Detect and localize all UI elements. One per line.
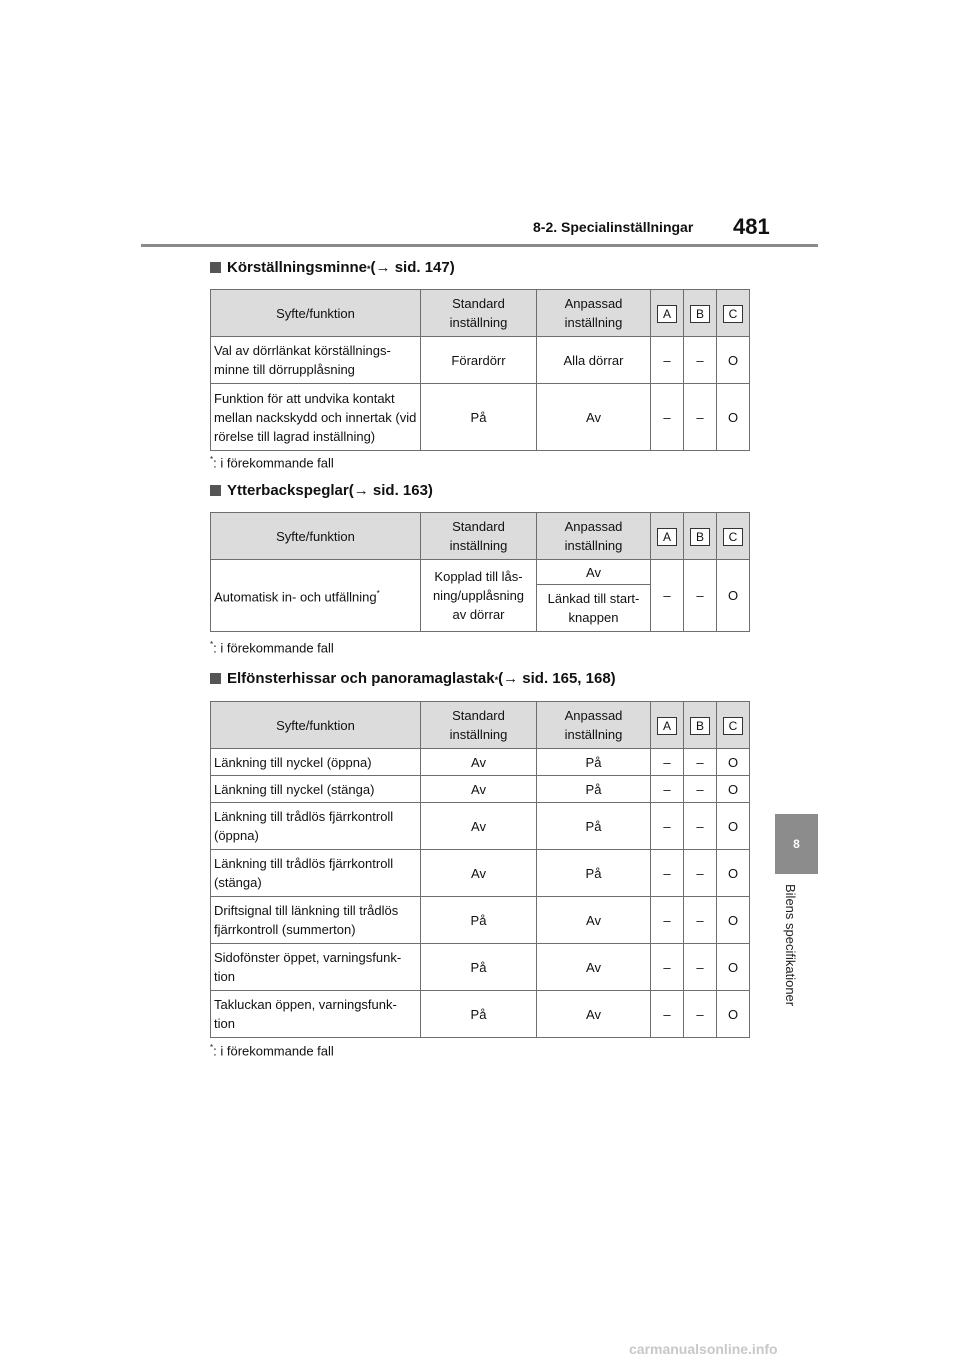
heading-title: Körställningsminne bbox=[227, 259, 368, 276]
function-text: Automatisk in- och utfällning bbox=[214, 589, 377, 605]
col-custom: Anpassad inställning bbox=[537, 290, 651, 337]
col-function: Syfte/funktion bbox=[211, 290, 421, 337]
cell-c: O bbox=[717, 749, 750, 776]
cell-c: O bbox=[717, 991, 750, 1038]
cell-custom: Av bbox=[537, 897, 651, 944]
table-row bbox=[211, 850, 750, 897]
table-header-row bbox=[211, 290, 750, 337]
cell-custom: På bbox=[537, 776, 651, 803]
settings-table bbox=[210, 512, 750, 632]
table-row bbox=[211, 337, 750, 384]
c-box: C bbox=[723, 305, 743, 323]
cell-a: – bbox=[651, 560, 684, 632]
cell-standard: Av bbox=[421, 803, 537, 850]
footnote bbox=[210, 1043, 334, 1058]
a-box: A bbox=[657, 305, 677, 323]
cell-b: – bbox=[684, 850, 717, 897]
header-divider bbox=[141, 244, 818, 247]
cell-c: O bbox=[717, 803, 750, 850]
cell-b: – bbox=[684, 991, 717, 1038]
cell-custom: Av bbox=[537, 384, 651, 451]
table-row bbox=[211, 944, 750, 991]
col-a bbox=[651, 702, 684, 749]
b-box: B bbox=[690, 305, 710, 323]
col-custom: Anpassad inställning bbox=[537, 513, 651, 560]
cell-function: Driftsignal till länkning till trådlös fjärrkontroll (summerton) bbox=[211, 897, 421, 944]
cell-c: O bbox=[717, 897, 750, 944]
cell-a: – bbox=[651, 897, 684, 944]
cell-b: – bbox=[684, 749, 717, 776]
cell-standard: Av bbox=[421, 776, 537, 803]
heading-title: Elfönsterhissar och panoramaglastak bbox=[227, 670, 495, 687]
col-c bbox=[717, 290, 750, 337]
cell-b: – bbox=[684, 337, 717, 384]
cell-custom: Alla dörrar bbox=[537, 337, 651, 384]
cell-b: – bbox=[684, 803, 717, 850]
footnote bbox=[210, 455, 334, 470]
table-row bbox=[211, 776, 750, 803]
cell-a: – bbox=[651, 337, 684, 384]
chapter-tab bbox=[775, 814, 818, 874]
col-c bbox=[717, 702, 750, 749]
a-box: A bbox=[657, 528, 677, 546]
cell-custom: På bbox=[537, 850, 651, 897]
col-b bbox=[684, 513, 717, 560]
cell-standard: Kopplad till lås-ning/upplåsning av dörrar bbox=[421, 560, 537, 632]
heading-reference: (→ sid. 147) bbox=[370, 259, 455, 276]
cell-standard: På bbox=[421, 384, 537, 451]
footnote-text: : i förekommande fall bbox=[213, 640, 334, 656]
cell-standard: Av bbox=[421, 850, 537, 897]
cell-function: Sidofönster öppet, varningsfunk-tion bbox=[211, 944, 421, 991]
col-function: Syfte/funktion bbox=[211, 513, 421, 560]
heading-reference: (→ sid. 165, 168) bbox=[498, 670, 616, 687]
table-header-row bbox=[211, 513, 750, 560]
cell-b: – bbox=[684, 384, 717, 451]
col-a bbox=[651, 290, 684, 337]
cell-function: Länkning till trådlös fjärrkontroll (stänga) bbox=[211, 850, 421, 897]
cell-function: Länkning till trådlös fjärrkontroll (öppna) bbox=[211, 803, 421, 850]
table-row bbox=[211, 384, 750, 451]
chapter-label: Bilens specifikationer bbox=[783, 884, 798, 1007]
cell-function: Funktion för att undvika kontakt mellan nackskydd och innertak (vid rörelse till lagrad inställning) bbox=[211, 384, 421, 451]
table-row bbox=[211, 749, 750, 776]
heading-reference: (→ sid. 163) bbox=[348, 482, 433, 499]
cell-custom: Av bbox=[537, 944, 651, 991]
cell-b: – bbox=[684, 560, 717, 632]
section-heading bbox=[210, 482, 750, 502]
square-bullet-icon bbox=[210, 673, 221, 684]
col-custom: Anpassad inställning bbox=[537, 702, 651, 749]
table-header-row bbox=[211, 702, 750, 749]
heading-title: Ytterbackspeglar bbox=[227, 482, 349, 499]
footnote bbox=[210, 640, 334, 655]
col-b bbox=[684, 702, 717, 749]
c-box: C bbox=[723, 717, 743, 735]
cell-standard: Förardörr bbox=[421, 337, 537, 384]
table-row bbox=[211, 560, 750, 585]
cell-a: – bbox=[651, 944, 684, 991]
table-row bbox=[211, 991, 750, 1038]
col-a bbox=[651, 513, 684, 560]
cell-c: O bbox=[717, 560, 750, 632]
cell-b: – bbox=[684, 944, 717, 991]
cell-c: O bbox=[717, 850, 750, 897]
table-row bbox=[211, 897, 750, 944]
cell-function: Länkning till nyckel (stänga) bbox=[211, 776, 421, 803]
section-title: 8-2. Specialinställningar bbox=[533, 219, 694, 235]
page-number: 481 bbox=[733, 214, 770, 239]
section-exterior-mirrors bbox=[210, 482, 750, 632]
c-box: C bbox=[723, 528, 743, 546]
cell-function: Val av dörrlänkat körställnings-minne till dörrupplåsning bbox=[211, 337, 421, 384]
col-function: Syfte/funktion bbox=[211, 702, 421, 749]
cell-standard: På bbox=[421, 897, 537, 944]
footnote-text: : i förekommande fall bbox=[213, 455, 334, 471]
cell-b: – bbox=[684, 776, 717, 803]
cell-custom: På bbox=[537, 749, 651, 776]
cell-custom-option: Av bbox=[537, 560, 651, 585]
b-box: B bbox=[690, 528, 710, 546]
square-bullet-icon bbox=[210, 485, 221, 496]
cell-c: O bbox=[717, 384, 750, 451]
section-heading bbox=[210, 670, 750, 690]
cell-custom: Av bbox=[537, 991, 651, 1038]
footnote-asterisk: * bbox=[210, 1043, 214, 1052]
cell-c: O bbox=[717, 337, 750, 384]
table-row bbox=[211, 803, 750, 850]
function-asterisk: * bbox=[376, 589, 380, 599]
cell-a: – bbox=[651, 776, 684, 803]
watermark: carmanualsonline.info bbox=[629, 1341, 778, 1357]
cell-c: O bbox=[717, 944, 750, 991]
cell-function: Takluckan öppen, varningsfunk-tion bbox=[211, 991, 421, 1038]
settings-table bbox=[210, 289, 750, 451]
cell-standard: Av bbox=[421, 749, 537, 776]
heading-asterisk: * bbox=[494, 675, 499, 685]
section-heading bbox=[210, 259, 750, 279]
cell-a: – bbox=[651, 991, 684, 1038]
section-driving-position-memory bbox=[210, 259, 750, 451]
footnote-asterisk: * bbox=[210, 455, 214, 464]
cell-standard: På bbox=[421, 944, 537, 991]
cell-a: – bbox=[651, 803, 684, 850]
cell-c: O bbox=[717, 776, 750, 803]
footnote-text: : i förekommande fall bbox=[213, 1043, 334, 1059]
cell-standard: På bbox=[421, 991, 537, 1038]
cell-custom: På bbox=[537, 803, 651, 850]
cell-function: Länkning till nyckel (öppna) bbox=[211, 749, 421, 776]
square-bullet-icon bbox=[210, 262, 221, 273]
cell-a: – bbox=[651, 749, 684, 776]
col-standard: Standard inställning bbox=[421, 290, 537, 337]
col-b bbox=[684, 290, 717, 337]
cell-a: – bbox=[651, 384, 684, 451]
a-box: A bbox=[657, 717, 677, 735]
footnote-asterisk: * bbox=[210, 640, 214, 649]
cell-custom-option: Länkad till start-knappen bbox=[537, 585, 651, 632]
cell-b: – bbox=[684, 897, 717, 944]
cell-function bbox=[211, 560, 421, 632]
settings-table bbox=[210, 701, 750, 1038]
heading-asterisk: * bbox=[367, 264, 371, 274]
section-power-windows bbox=[210, 670, 750, 1038]
cell-a: – bbox=[651, 850, 684, 897]
chapter-number: 8 bbox=[793, 837, 800, 851]
b-box: B bbox=[690, 717, 710, 735]
col-c bbox=[717, 513, 750, 560]
col-standard: Standard inställning bbox=[421, 513, 537, 560]
col-standard: Standard inställning bbox=[421, 702, 537, 749]
